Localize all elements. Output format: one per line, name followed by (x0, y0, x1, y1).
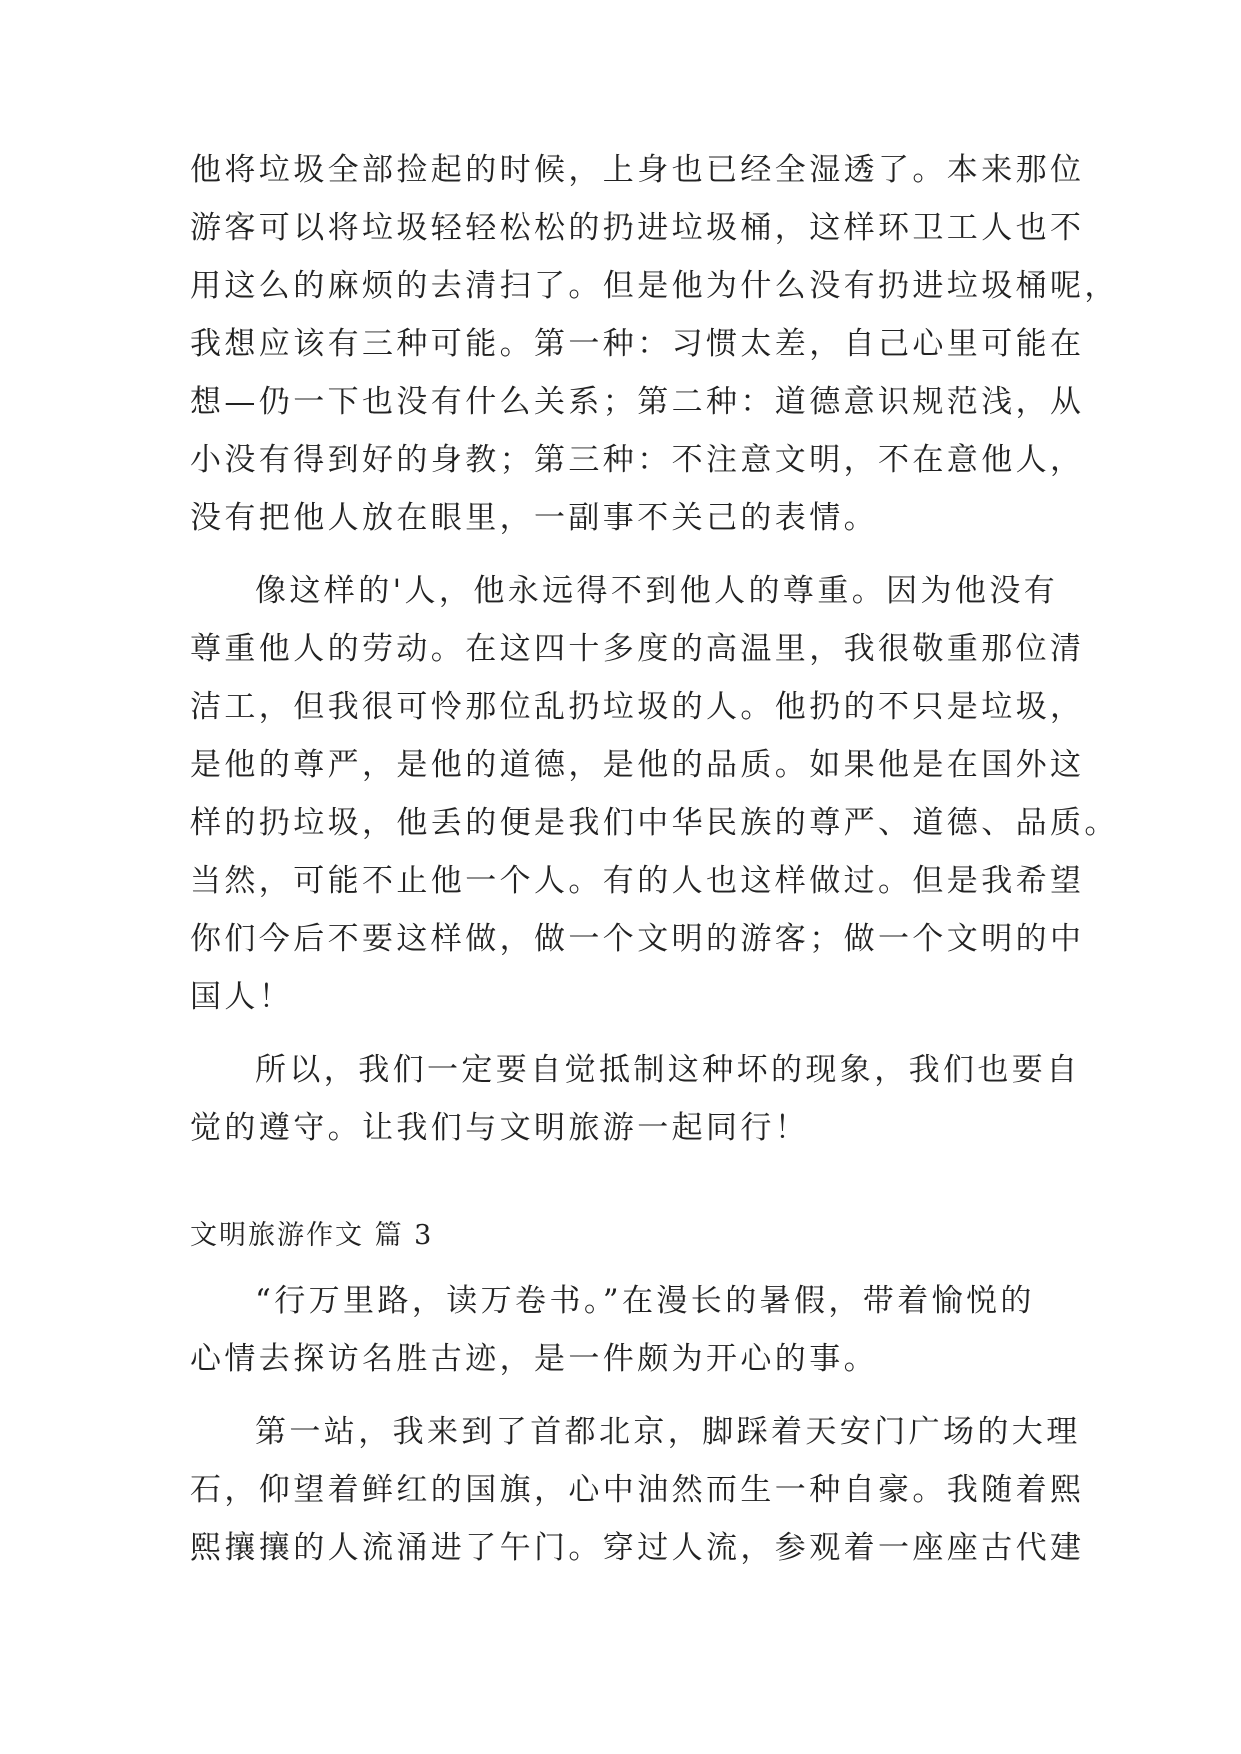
paragraph-line: 尊重他人的劳动。在这四十多度的高温里，我很敬重那位清 (190, 631, 1085, 667)
paragraph-line: 洁工，但我很可怜那位乱扔垃圾的人。他扔的不只是垃圾， (190, 689, 1085, 725)
paragraph-line: 当然，可能不止他一个人。有的人也这样做过。但是我希望 (190, 863, 1085, 899)
paragraph-line: 用这么的麻烦的去清扫了。但是他为什么没有扔进垃圾桶呢， (190, 268, 1119, 304)
paragraph-line: 你们今后不要这样做，做一个文明的游客；做一个文明的中 (190, 921, 1085, 957)
paragraph-line: 没有把他人放在眼里，一副事不关己的表情。 (190, 500, 878, 536)
paragraph-line: “行万里路，读万卷书。”在漫长的暑假，带着愉悦的 (255, 1283, 1035, 1319)
paragraph-line: 游客可以将垃圾轻轻松松的扔进垃圾桶，这样环卫工人也不 (190, 210, 1085, 246)
paragraph-line: 想—仍一下也没有什么关系；第二种：道德意识规范浅，从 (190, 384, 1085, 420)
paragraph-line: 样的扔垃圾，他丢的便是我们中华民族的尊严、道德、品质。 (190, 805, 1119, 841)
paragraph-line: 觉的遵守。让我们与文明旅游一起同行！ (190, 1110, 810, 1146)
paragraph-line: 我想应该有三种可能。第一种：习惯太差，自己心里可能在 (190, 326, 1085, 362)
paragraph-line: 第一站，我来到了首都北京，脚踩着天安门广场的大理 (255, 1414, 1081, 1450)
paragraph-line: 像这样的'人，他永远得不到他人的尊重。因为他没有 (255, 573, 1059, 609)
paragraph-line: 熙攘攘的人流涌进了午门。穿过人流，参观着一座座古代建 (190, 1530, 1085, 1566)
paragraph-line: 是他的尊严，是他的道德，是他的品质。如果他是在国外这 (190, 747, 1085, 783)
paragraph-line: 心情去探访名胜古迹，是一件颇为开心的事。 (190, 1341, 878, 1377)
section-heading: 文明旅游作文 篇 3 (190, 1220, 434, 1251)
paragraph-line: 小没有得到好的身教；第三种：不注意文明，不在意他人， (190, 442, 1085, 478)
paragraph-line: 所以，我们一定要自觉抵制这种坏的现象，我们也要自 (255, 1052, 1081, 1088)
paragraph-line: 国人！ (190, 979, 294, 1015)
paragraph-line: 他将垃圾全部捡起的时候，上身也已经全湿透了。本来那位 (190, 152, 1085, 188)
paragraph-line: 石，仰望着鲜红的国旗，心中油然而生一种自豪。我随着熙 (190, 1472, 1085, 1508)
